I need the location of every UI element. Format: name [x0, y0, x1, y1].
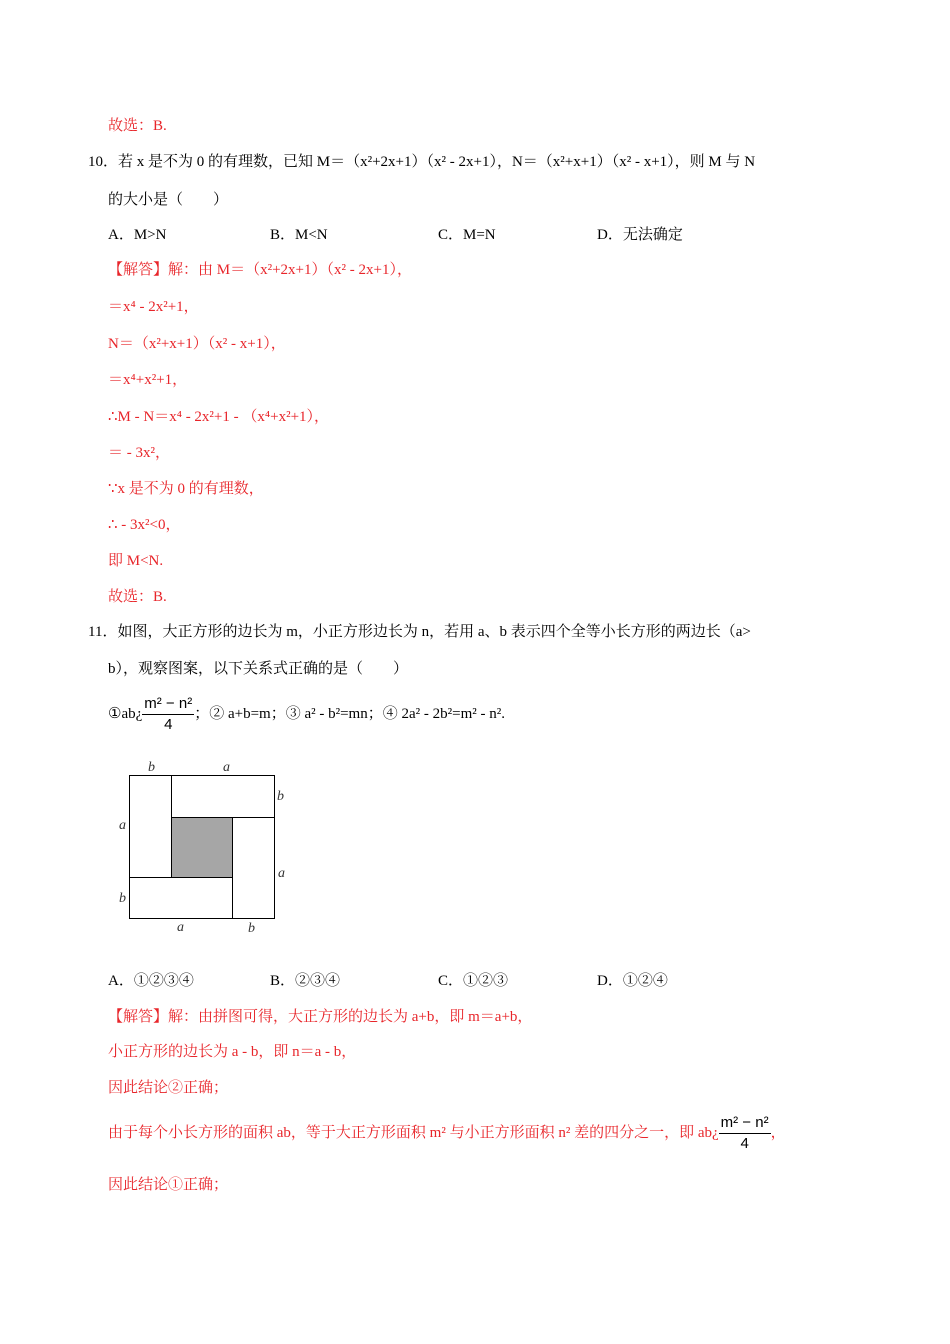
solution-line: ＝x⁴ - 2x²+1， — [108, 299, 199, 315]
question-10-text-cont: 的大小是（ ） — [108, 192, 229, 208]
q11-option-b: B．②③④ — [270, 973, 341, 989]
label-a: a — [177, 920, 184, 935]
label-a: a — [119, 818, 126, 833]
q11-option-c: C．①②③ — [438, 973, 509, 989]
label-b: b — [277, 789, 284, 804]
solution-line: 因此结论②正确； — [108, 1080, 229, 1096]
question-11-text: 11．如图，大正方形的边长为 m，小正方形边长为 n，若用 a、b 表示四个全等小长方形的两边长（a> — [88, 624, 751, 640]
q11-option-d: D．①②④ — [597, 973, 668, 989]
question-10-text: 10．若 x 是不为 0 的有理数，已知 M＝（x²+2x+1）（x² - 2x+1），N＝（x²+x+1）（x² - x+1），则 M 与 N — [88, 154, 756, 170]
square-figure — [110, 758, 300, 938]
q10-option-a: A．M>N — [108, 227, 167, 243]
solution-line: 【解答】解：由拼图可得，大正方形的边长为 a+b，即 m＝a+b， — [108, 1009, 533, 1025]
label-a: a — [278, 866, 285, 881]
solution-line: ＝ - 3x²， — [108, 445, 170, 461]
solution-line: ∴M - N＝x⁴ - 2x²+1 - （x⁴+x²+1）， — [108, 409, 330, 425]
question-11-statements — [108, 694, 505, 735]
fraction-numerator: m² − n² — [142, 694, 194, 715]
q11-option-a: A．①②③④ — [108, 973, 194, 989]
label-b: b — [119, 891, 126, 906]
answer-choice: 故选：B. — [108, 118, 167, 134]
solution-line: N＝（x²+x+1）（x² - x+1）， — [108, 336, 286, 352]
solution-line: 【解答】解：由 M＝（x²+2x+1）（x² - 2x+1）， — [108, 262, 412, 278]
inner-square — [172, 818, 233, 878]
label-a: a — [223, 760, 230, 775]
solution-text: 由于每个小长方形的面积 ab，等于大正方形面积 m² 与小正方形面积 n² 差的四分之一，即 ab¿ — [108, 1124, 719, 1141]
solution-line: ＝x⁴+x²+1， — [108, 372, 188, 388]
solution-line: ∴ - 3x²<0， — [108, 517, 181, 533]
label-b: b — [248, 921, 255, 936]
fraction-denominator: 4 — [740, 1135, 749, 1152]
statements-rest: ；② a+b=m；③ a² - b²=mn；④ 2a² - 2b²=m² - n². — [194, 705, 505, 722]
solution-line: ∵x 是不为 0 的有理数， — [108, 481, 264, 497]
solution-line: 因此结论①正确； — [108, 1177, 229, 1193]
q10-option-c: C．M=N — [438, 227, 496, 243]
solution-line: 即 M<N. — [108, 553, 164, 569]
label-b: b — [148, 760, 155, 775]
statement-1-prefix: ①ab¿ — [108, 705, 143, 722]
fraction — [142, 694, 194, 735]
fraction-numerator: m² − n² — [719, 1113, 771, 1134]
q10-option-d: D．无法确定 — [597, 227, 683, 243]
q10-option-b: B．M<N — [270, 227, 328, 243]
solution-line: 小正方形的边长为 a - b，即 n＝a - b， — [108, 1044, 357, 1060]
solution-line — [108, 1113, 786, 1154]
fraction-denominator: 4 — [164, 716, 173, 733]
fraction — [719, 1113, 771, 1154]
solution-text-end: ， — [770, 1124, 786, 1141]
question-11-text-cont: b），观察图案，以下关系式正确的是（ ） — [108, 661, 409, 677]
answer-choice: 故选：B. — [108, 589, 167, 605]
